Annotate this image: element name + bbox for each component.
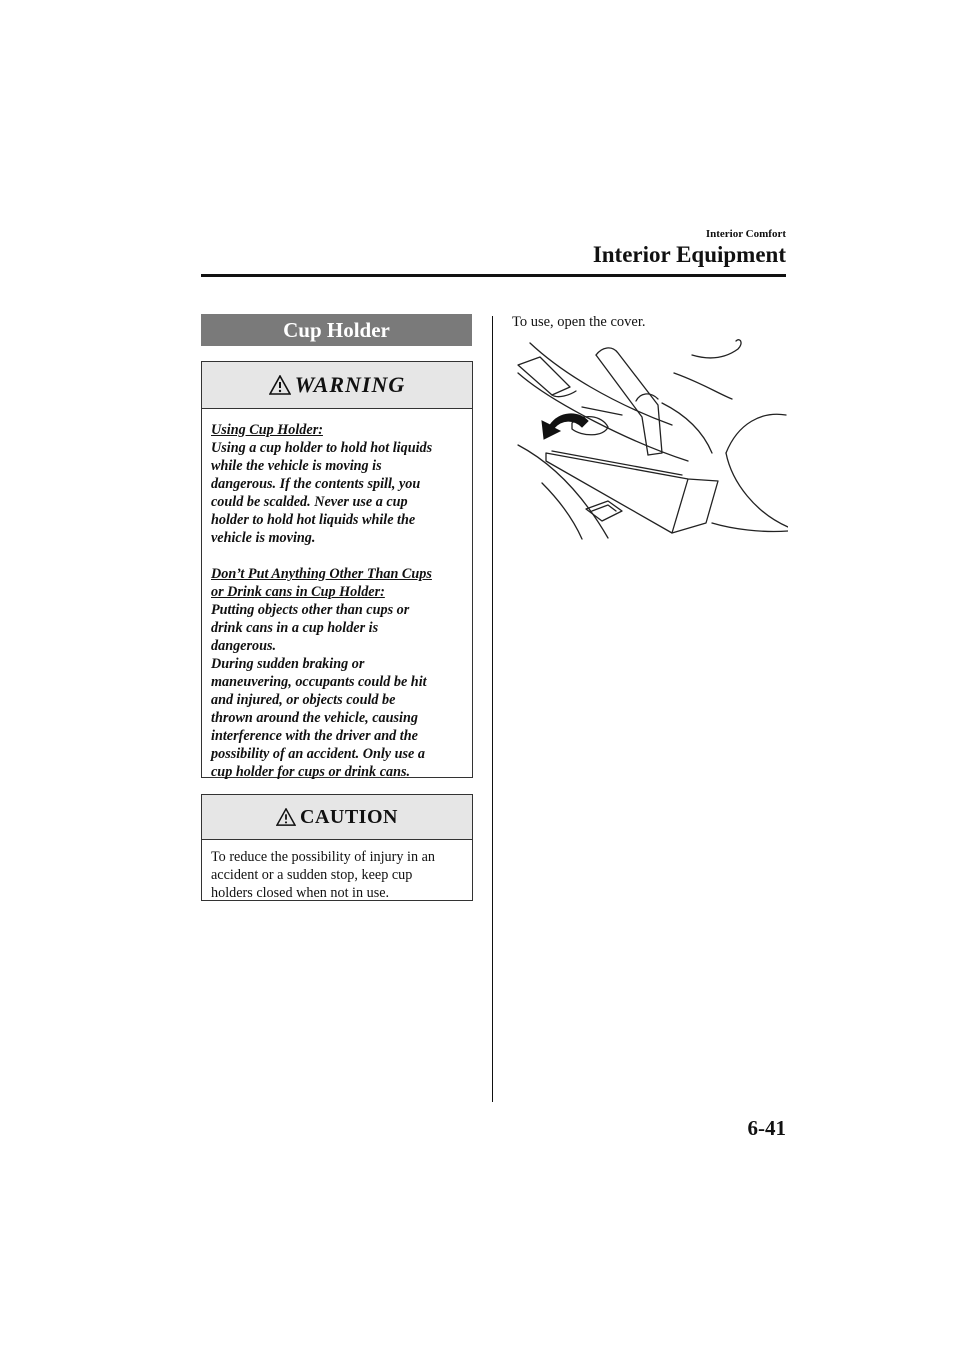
warning-text-line: dangerous. — [211, 638, 277, 654]
warning-heading: Using Cup Holder: — [211, 422, 323, 438]
caution-header — [202, 795, 472, 840]
warning-text-line: Putting objects other than cups or — [211, 602, 410, 618]
warning-text-line: could be scalded. Never use a cup — [211, 494, 408, 510]
warning-text-line: and injured, or objects could be — [211, 692, 396, 708]
caution-body — [202, 840, 472, 902]
warning-text-line: vehicle is moving. — [211, 530, 316, 546]
instruction-text: To use, open the cover. — [512, 314, 646, 330]
warning-text-line: Using a cup holder to hold hot liquids — [211, 440, 433, 456]
warning-text-line: dangerous. If the contents spill, you — [211, 476, 421, 492]
warning-heading: or Drink cans in Cup Holder: — [211, 584, 385, 600]
page-number: 6-41 — [747, 1116, 786, 1140]
warning-title: WARNING — [294, 372, 406, 397]
open-direction-arrow-icon — [542, 414, 588, 439]
warning-text-line: while the vehicle is moving is — [211, 458, 382, 474]
caution-title: CAUTION — [300, 805, 398, 828]
section-header: Interior Equipment — [592, 242, 786, 267]
warning-header — [202, 362, 472, 409]
cup-holder-illustration — [512, 333, 788, 543]
caution-text-line: accident or a sudden stop, keep cup — [211, 867, 413, 883]
warning-text-line: interference with the driver and the — [211, 728, 418, 744]
warning-text-line: maneuvering, occupants could be hit — [211, 674, 427, 690]
warning-body — [202, 409, 472, 781]
section-title: Cup Holder — [201, 314, 472, 346]
caution-box — [201, 794, 473, 901]
chapter-title: Interior Comfort — [705, 228, 786, 240]
warning-box — [201, 361, 473, 778]
caution-triangle-icon — [276, 808, 296, 826]
warning-triangle-icon — [269, 375, 291, 395]
warning-text-line: holder to hold hot liquids while the — [211, 512, 416, 528]
warning-text-line: thrown around the vehicle, causing — [211, 710, 418, 726]
caution-text-line: holders closed when not in use. — [211, 885, 390, 901]
warning-text-line: During sudden braking or — [211, 656, 365, 672]
caution-text-line: To reduce the possibility of injury in an — [211, 849, 435, 865]
warning-heading: Don’t Put Anything Other Than Cups — [211, 566, 432, 582]
warning-text-line: possibility of an accident. Only use a — [211, 746, 425, 762]
warning-text-line: cup holder for cups or drink cans. — [211, 764, 411, 780]
column-divider — [492, 316, 493, 1102]
warning-text-line: drink cans in a cup holder is — [211, 620, 379, 636]
header-rule — [201, 274, 786, 277]
